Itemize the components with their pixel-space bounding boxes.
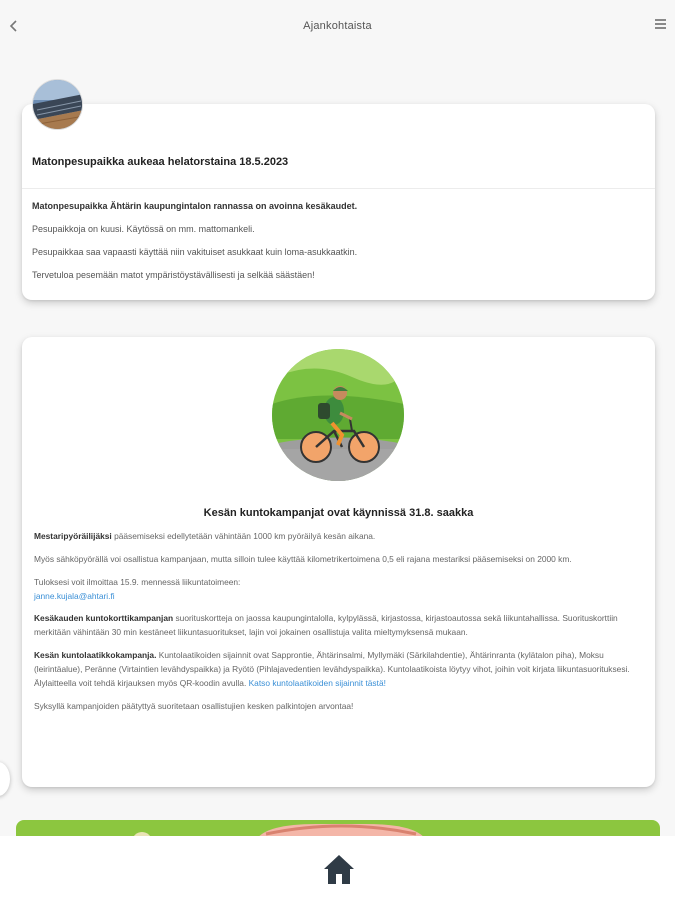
news-paragraph: Pesupaikkoja on kuusi. Käytössä on mm. mattomankeli.	[32, 223, 255, 234]
news-lead: Matonpesupaikka Ähtärin kaupungintalon rannassa on avoinna kesäkaudet.	[32, 201, 358, 211]
home-button[interactable]	[322, 852, 356, 886]
news-paragraph: Tervetuloa pesemään matot ympäristöystävällisesti ja selkää säästäen!	[32, 269, 315, 280]
cyclist-illustration	[272, 349, 404, 481]
locations-link[interactable]: Katso kuntolaatikoiden sijainnit tästä!	[248, 677, 386, 688]
news-paragraph: Syksyllä kampanjoiden päätyttyä suoritetaan osallistujien kesken palkintojen arvontaa!	[34, 700, 354, 711]
news-card-fitness-campaigns[interactable]	[22, 337, 655, 787]
news-title: Matonpesupaikka aukeaa helatorstaina 18.5.2023	[32, 156, 289, 168]
page-title: Ajankohtaista	[303, 20, 372, 32]
back-button[interactable]	[6, 16, 20, 36]
hamburger-menu-icon	[655, 19, 667, 29]
post-thumbnail	[32, 79, 83, 130]
divider	[22, 188, 655, 189]
news-body	[32, 202, 632, 294]
news-title: Kesän kuntokampanjat ovat käynnissä 31.8. saakka	[203, 507, 474, 519]
news-paragraph: Tuloksesi voit ilmoittaa 15.9. mennessä liikuntatoimeen: janne.kujala@ahtari.fi	[34, 576, 241, 601]
top-bar	[0, 0, 675, 52]
home-icon	[322, 852, 356, 886]
side-drawer-handle[interactable]	[0, 762, 10, 796]
news-paragraph: Pesupaikkaa saa vapaasti käyttää niin vakituiset asukkaat kuin loma-asukkaatkin.	[32, 246, 358, 257]
news-paragraph: Kesäkauden kuntokorttikampanjan suorituskortteja on jaossa kaupungintalolla, kylpylässä, kirjastossa, kirjastoautossa sekä liikuntahallissa. Suorituskorttiin merkitään vähintään 30 min kestäneet liikuntasuoritukset, lajin voi jokainen osallistuja valita mieltymyksensä mukaan.	[34, 613, 618, 638]
news-paragraph: Kesän kuntolaatikkokampanja. Kuntolaatikoiden sijainnit ovat Sapprontie, Ähtärinsalmi, Myllymäki (Särkilahdentie), Ähtärinranta (kylätalon piha), Moksu (leirintäalue), Peränne (Virtaintien levähdyspaikka) ja Ryötö (Pihlajavedentien levähdyspaikka). Kuntolaatikoista löytyy vihot, joihin voit kirjata liikuntasuorituksesi. Älylaitteella voit tehdä kirjauksen myös QR-koodin avulla. Katso kuntolaatikoiden sijainnit tästä!	[34, 650, 630, 688]
news-paragraph: Myös sähköpyörällä voi osallistua kampanjaan, mutta silloin tulee käyttää kilometrikertoimena 0,5 eli rajana mestariksi pääsemiseksi on 2000 km.	[34, 553, 572, 564]
news-card-carpet-washing[interactable]	[22, 104, 655, 300]
menu-button[interactable]	[655, 19, 667, 31]
news-paragraph: Mestaripyöräilijäksi pääsemiseksi edellytetään vähintään 1000 km pyöräilyä kesän aikana.	[34, 531, 376, 541]
news-body	[34, 530, 632, 723]
email-link[interactable]: janne.kujala@ahtari.fi	[34, 590, 115, 601]
chevron-left-icon	[6, 16, 20, 36]
